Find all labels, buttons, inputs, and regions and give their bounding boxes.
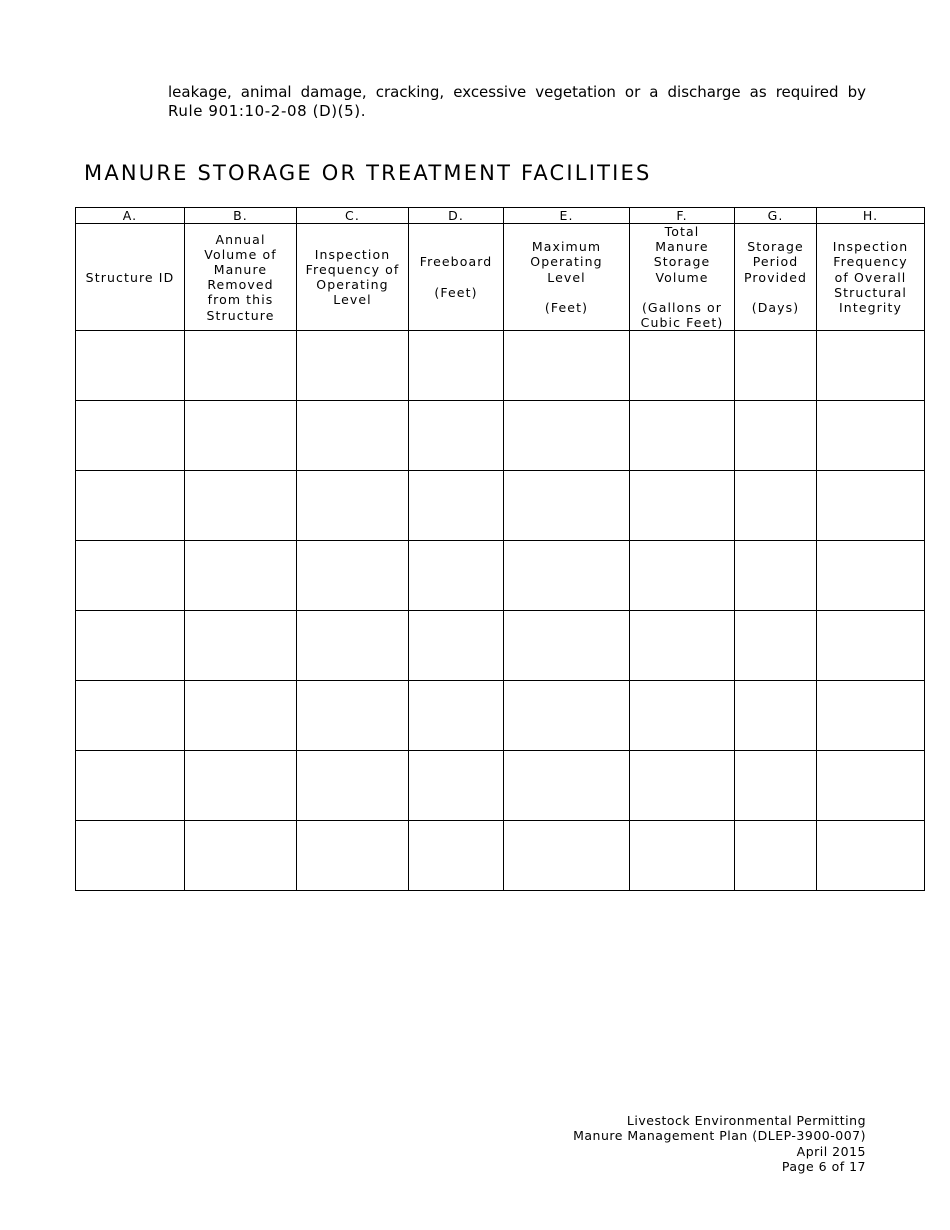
table-cell[interactable] — [504, 821, 630, 891]
table-body — [76, 331, 925, 891]
table-cell[interactable] — [630, 331, 735, 401]
column-letter: C. — [297, 208, 409, 224]
table-cell[interactable] — [735, 541, 817, 611]
table-cell[interactable] — [76, 681, 185, 751]
table-row — [76, 751, 925, 821]
column-letter: E. — [504, 208, 630, 224]
table-cell[interactable] — [409, 821, 504, 891]
column-header-storage-period: Storage Period Provided (Days) — [735, 224, 817, 331]
table-cell[interactable] — [297, 611, 409, 681]
table-cell[interactable] — [735, 401, 817, 471]
table-cell[interactable] — [185, 821, 297, 891]
table-cell[interactable] — [297, 681, 409, 751]
table-cell[interactable] — [735, 611, 817, 681]
footer-document-title: Manure Management Plan (DLEP-3900-007) — [573, 1128, 866, 1144]
table-cell[interactable] — [817, 821, 925, 891]
table-cell[interactable] — [735, 681, 817, 751]
table-row — [76, 821, 925, 891]
table-cell[interactable] — [817, 471, 925, 541]
table-cell[interactable] — [76, 471, 185, 541]
table-cell[interactable] — [297, 471, 409, 541]
table-cell[interactable] — [630, 751, 735, 821]
table-cell[interactable] — [76, 401, 185, 471]
table-cell[interactable] — [504, 401, 630, 471]
table-cell[interactable] — [297, 331, 409, 401]
table-cell[interactable] — [185, 611, 297, 681]
column-header-structure-id: Structure ID — [76, 224, 185, 331]
table-row — [76, 401, 925, 471]
table-cell[interactable] — [185, 331, 297, 401]
section-title: MANURE STORAGE OR TREATMENT FACILITIES — [84, 161, 652, 185]
column-letter: A. — [76, 208, 185, 224]
table-cell[interactable] — [185, 541, 297, 611]
table-cell[interactable] — [817, 681, 925, 751]
table-cell[interactable] — [630, 681, 735, 751]
table-cell[interactable] — [504, 751, 630, 821]
table-cell[interactable] — [76, 611, 185, 681]
table-cell[interactable] — [817, 331, 925, 401]
footer-page-number: Page 6 of 17 — [781, 1159, 866, 1175]
column-letter: H. — [817, 208, 925, 224]
table-cell[interactable] — [817, 541, 925, 611]
table-cell[interactable] — [76, 331, 185, 401]
table-cell[interactable] — [735, 331, 817, 401]
table-row — [76, 471, 925, 541]
column-header-freeboard: Freeboard (Feet) — [409, 224, 504, 331]
table-cell[interactable] — [735, 471, 817, 541]
table-cell[interactable] — [76, 541, 185, 611]
column-letter: F. — [630, 208, 735, 224]
column-header-inspection-operating-level: Inspection Frequency of Operating Level — [297, 224, 409, 331]
column-header-max-operating-level: Maximum Operating Level (Feet) — [504, 224, 630, 331]
table-cell[interactable] — [504, 331, 630, 401]
table-cell[interactable] — [185, 751, 297, 821]
table-cell[interactable] — [297, 401, 409, 471]
table-cell[interactable] — [817, 401, 925, 471]
table-cell[interactable] — [409, 611, 504, 681]
table-cell[interactable] — [504, 611, 630, 681]
table-cell[interactable] — [630, 821, 735, 891]
column-header-annual-volume: Annual Volume of Manure Removed from this Structure — [185, 224, 297, 331]
table-cell[interactable] — [297, 541, 409, 611]
table-cell[interactable] — [735, 751, 817, 821]
table-cell[interactable] — [817, 751, 925, 821]
facilities-table — [75, 207, 925, 891]
table-cell[interactable] — [504, 681, 630, 751]
table-cell[interactable] — [297, 751, 409, 821]
table-cell[interactable] — [185, 471, 297, 541]
column-header-inspection-structural-integrity: Inspection Frequency of Overall Structural Integrity — [817, 224, 925, 331]
table-cell[interactable] — [409, 401, 504, 471]
table-cell[interactable] — [409, 471, 504, 541]
table-cell[interactable] — [409, 331, 504, 401]
table-cell[interactable] — [185, 681, 297, 751]
table-cell[interactable] — [630, 401, 735, 471]
table-cell[interactable] — [817, 611, 925, 681]
table-cell[interactable] — [504, 471, 630, 541]
table-cell[interactable] — [735, 821, 817, 891]
column-letter: D. — [409, 208, 504, 224]
column-letter: G. — [735, 208, 817, 224]
table-row — [76, 681, 925, 751]
table-cell[interactable] — [630, 471, 735, 541]
column-header-row — [76, 224, 925, 331]
table-cell[interactable] — [504, 541, 630, 611]
intro-paragraph — [168, 83, 866, 121]
table-cell[interactable] — [630, 611, 735, 681]
table-cell[interactable] — [409, 541, 504, 611]
column-letter-row — [76, 208, 925, 224]
intro-line-2: Rule 901:10-2-08 (D)(5). — [168, 102, 367, 120]
table-cell[interactable] — [76, 821, 185, 891]
table-cell[interactable] — [630, 541, 735, 611]
footer-program: Livestock Environmental Permitting — [626, 1113, 866, 1128]
table-cell[interactable] — [297, 821, 409, 891]
page-footer — [573, 1113, 866, 1175]
table-cell[interactable] — [409, 681, 504, 751]
table-row — [76, 541, 925, 611]
footer-date: April 2015 — [796, 1143, 866, 1159]
intro-line-1: leakage, animal damage, cracking, excessive vegetation or a discharge as required by — [168, 83, 866, 101]
table-row — [76, 331, 925, 401]
column-header-total-storage-volume: Total Manure Storage Volume (Gallons or Cubic Feet) — [630, 224, 735, 331]
column-letter: B. — [185, 208, 297, 224]
table-cell[interactable] — [185, 401, 297, 471]
table-row — [76, 611, 925, 681]
table-cell[interactable] — [76, 751, 185, 821]
table-cell[interactable] — [409, 751, 504, 821]
